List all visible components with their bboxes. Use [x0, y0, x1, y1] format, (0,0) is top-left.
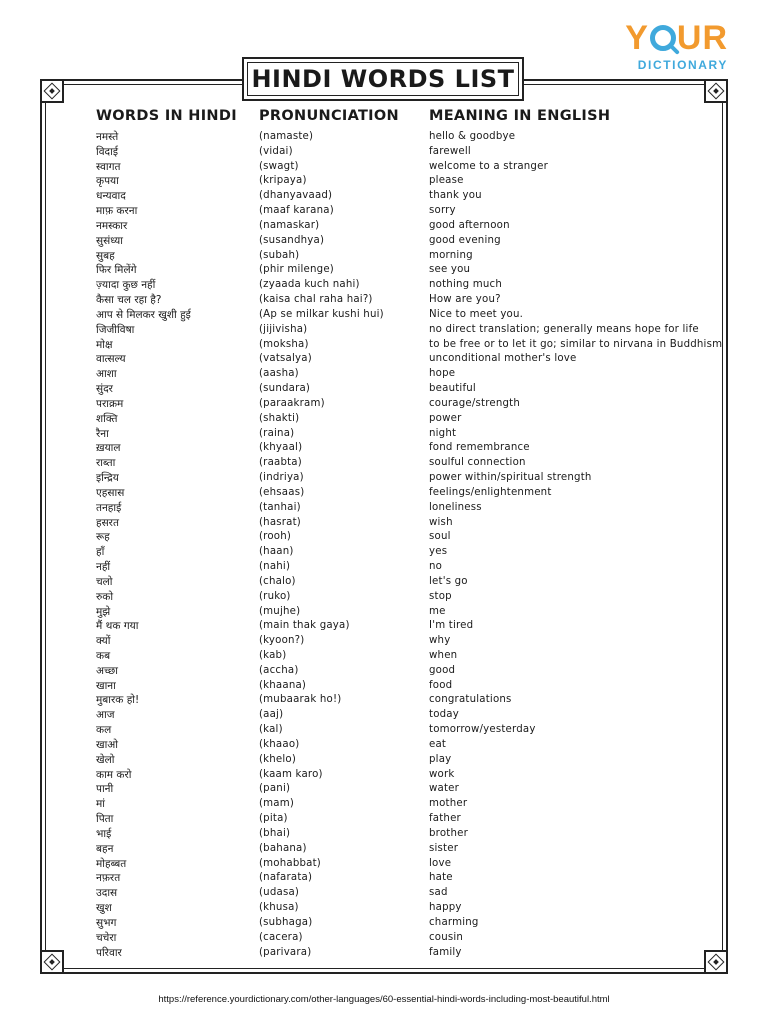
- word-row: [0, 723, 768, 738]
- pronunciation: (kripaya): [259, 175, 307, 187]
- pronunciation: (ruko): [259, 590, 291, 602]
- english-meaning: welcome to a stranger: [429, 160, 548, 172]
- word-row: [0, 753, 768, 768]
- word-row: [0, 219, 768, 234]
- header-meaning: MEANING IN ENGLISH: [429, 108, 611, 124]
- hindi-word: वात्सल्य: [96, 353, 126, 366]
- word-row: [0, 323, 768, 338]
- pronunciation: (khelo): [259, 753, 297, 765]
- word-row: [0, 605, 768, 620]
- hindi-word: पानी: [96, 783, 114, 796]
- english-meaning: mother: [429, 798, 468, 810]
- hindi-word: इन्द्रिय: [96, 472, 119, 485]
- hindi-word: अच्छा: [96, 664, 118, 677]
- word-list: [0, 130, 768, 960]
- hindi-word: ख़याल: [96, 442, 121, 455]
- hindi-word: रुको: [96, 590, 114, 603]
- english-meaning: feelings/enlightenment: [429, 486, 552, 498]
- hindi-word: मोहब्बत: [96, 857, 127, 870]
- pronunciation: (accha): [259, 664, 299, 676]
- hindi-word: रूह: [96, 531, 110, 544]
- pronunciation: (sundara): [259, 383, 311, 395]
- pronunciation: (bahana): [259, 842, 307, 854]
- word-row: [0, 204, 768, 219]
- english-meaning: please: [429, 175, 464, 187]
- english-meaning: hello & goodbye: [429, 131, 516, 142]
- word-row: [0, 249, 768, 264]
- word-row: [0, 441, 768, 456]
- word-row: [0, 842, 768, 857]
- hindi-word: आज: [96, 709, 115, 722]
- word-row: [0, 530, 768, 545]
- english-meaning: see you: [429, 264, 471, 276]
- english-meaning: thank you: [429, 190, 482, 202]
- pronunciation: (kab): [259, 649, 287, 661]
- magnifier-icon: [650, 25, 676, 51]
- pronunciation: (ehsaas): [259, 486, 305, 498]
- pronunciation: (udasa): [259, 887, 300, 899]
- pronunciation: (aaj): [259, 709, 284, 721]
- hindi-word: सुभग: [96, 916, 117, 929]
- word-row: [0, 857, 768, 872]
- hindi-word: आप से मिलकर खुशी हुई: [96, 308, 191, 321]
- english-meaning: today: [429, 709, 459, 721]
- pronunciation: (cacera): [259, 931, 303, 943]
- logo-wordmark: [625, 20, 728, 56]
- pronunciation: (phir milenge): [259, 264, 334, 276]
- hindi-word: सुबह: [96, 249, 115, 262]
- word-row: [0, 679, 768, 694]
- word-row: [0, 412, 768, 427]
- hindi-word: कल: [96, 724, 112, 737]
- word-row: [0, 545, 768, 560]
- hindi-word: मां: [96, 798, 105, 811]
- english-meaning: stop: [429, 590, 452, 602]
- pronunciation: (jijivisha): [259, 323, 308, 335]
- word-row: [0, 234, 768, 249]
- word-row: [0, 738, 768, 753]
- pronunciation: (vidai): [259, 145, 293, 157]
- english-meaning: congratulations: [429, 694, 512, 706]
- word-row: [0, 664, 768, 679]
- hindi-word: राब्ता: [96, 457, 116, 470]
- hindi-word: हाँ: [96, 546, 105, 559]
- word-row: [0, 708, 768, 723]
- english-meaning: unconditional mother's love: [429, 353, 577, 365]
- pronunciation: (khusa): [259, 902, 299, 914]
- pronunciation: (hasrat): [259, 516, 301, 528]
- pronunciation: (main thak gaya): [259, 620, 350, 632]
- corner-ornament-icon: [40, 79, 64, 103]
- hindi-word: कैसा चल रहा है?: [96, 294, 162, 307]
- word-row: [0, 931, 768, 946]
- word-row: [0, 189, 768, 204]
- hindi-word: जिजीविषा: [96, 323, 135, 336]
- english-meaning: charming: [429, 916, 479, 928]
- english-meaning: to be free or to let it go; similar to nirvana in Buddhism: [429, 338, 723, 350]
- pronunciation: (kaisa chal raha hai?): [259, 294, 373, 306]
- word-row: [0, 797, 768, 812]
- word-row: [0, 916, 768, 931]
- hindi-word: मुझे: [96, 605, 111, 618]
- pronunciation: (paraakram): [259, 397, 325, 409]
- pronunciation: (shakti): [259, 412, 300, 424]
- word-row: [0, 263, 768, 278]
- hindi-word: कृपया: [96, 175, 119, 188]
- english-meaning: good afternoon: [429, 219, 510, 231]
- hindi-word: हसरत: [96, 516, 119, 529]
- pronunciation: (tanhai): [259, 501, 301, 513]
- pronunciation: (dhanyavaad): [259, 190, 333, 202]
- yourdictionary-logo: [625, 20, 728, 72]
- word-row: [0, 619, 768, 634]
- hindi-word: सुसंध्या: [96, 234, 123, 247]
- english-meaning: happy: [429, 902, 462, 914]
- word-row: [0, 782, 768, 797]
- pronunciation: (chalo): [259, 575, 296, 587]
- hindi-word: खाओ: [96, 738, 119, 751]
- word-row: [0, 293, 768, 308]
- word-row: [0, 308, 768, 323]
- english-meaning: yes: [429, 546, 448, 558]
- hindi-word: माफ़ करना: [96, 205, 138, 218]
- hindi-word: नमस्ते: [96, 131, 119, 143]
- pronunciation: (aasha): [259, 368, 299, 380]
- english-meaning: loneliness: [429, 501, 482, 513]
- english-meaning: play: [429, 753, 452, 765]
- hindi-word: पिता: [96, 813, 114, 826]
- hindi-word: मुबारक हो!: [96, 694, 140, 707]
- word-row: [0, 575, 768, 590]
- english-meaning: Nice to meet you.: [429, 308, 524, 320]
- hindi-word: नहीं: [96, 561, 111, 574]
- word-row: [0, 901, 768, 916]
- pronunciation: (kaam karo): [259, 768, 323, 780]
- word-row: [0, 634, 768, 649]
- page-title: HINDI WORDS LIST: [251, 65, 515, 93]
- pronunciation: (indriya): [259, 472, 304, 484]
- pronunciation: (Ap se milkar kushi hui): [259, 308, 384, 320]
- english-meaning: soul: [429, 531, 451, 543]
- word-row: [0, 693, 768, 708]
- pronunciation: (raina): [259, 427, 295, 439]
- hindi-word: सुंदर: [96, 383, 113, 396]
- hindi-word: कब: [96, 649, 111, 662]
- pronunciation: (parivara): [259, 946, 312, 958]
- english-meaning: hope: [429, 368, 456, 380]
- english-meaning: no: [429, 561, 443, 573]
- english-meaning: How are you?: [429, 294, 501, 306]
- pronunciation: (subhaga): [259, 916, 313, 928]
- logo-letters-ur: UR: [676, 19, 728, 57]
- hindi-word: खुश: [96, 902, 112, 915]
- english-meaning: me: [429, 605, 446, 617]
- header-pronunciation: PRONUNCIATION: [259, 108, 399, 124]
- pronunciation: (kyoon?): [259, 635, 305, 647]
- english-meaning: tomorrow/yesterday: [429, 724, 536, 736]
- pronunciation: (nahi): [259, 561, 291, 573]
- english-meaning: good: [429, 664, 456, 676]
- hindi-word: विदाई: [96, 145, 119, 158]
- word-row: [0, 278, 768, 293]
- word-row: [0, 827, 768, 842]
- word-row: [0, 590, 768, 605]
- word-row: [0, 338, 768, 353]
- pronunciation: (namaskar): [259, 219, 320, 231]
- word-row: [0, 501, 768, 516]
- hindi-word: तनहाई: [96, 501, 122, 514]
- pronunciation: (khaao): [259, 738, 300, 750]
- hindi-word: उदास: [96, 887, 118, 900]
- pronunciation: (zyaada kuch nahi): [259, 279, 360, 291]
- pronunciation: (pani): [259, 783, 291, 795]
- pronunciation: (nafarata): [259, 872, 313, 884]
- english-meaning: power: [429, 412, 462, 424]
- english-meaning: let's go: [429, 575, 468, 587]
- hindi-word: चचेरा: [96, 931, 117, 944]
- word-row: [0, 471, 768, 486]
- english-meaning: I'm tired: [429, 620, 474, 632]
- pronunciation: (raabta): [259, 457, 302, 469]
- word-row: [0, 382, 768, 397]
- english-meaning: sad: [429, 887, 448, 899]
- english-meaning: good evening: [429, 234, 501, 246]
- hindi-word: नफ़रत: [96, 872, 121, 885]
- hindi-word: शक्ति: [96, 412, 118, 425]
- logo-dictionary-text: DICTIONARY: [637, 58, 728, 72]
- word-row: [0, 130, 768, 145]
- pronunciation: (swagt): [259, 160, 299, 172]
- pronunciation: (khyaal): [259, 442, 303, 454]
- pronunciation: (haan): [259, 546, 294, 558]
- pronunciation: (kal): [259, 724, 283, 736]
- hindi-word: मोक्ष: [96, 338, 113, 351]
- english-meaning: brother: [429, 827, 468, 839]
- pronunciation: (maaf karana): [259, 205, 334, 217]
- hindi-word: भाई: [96, 827, 112, 840]
- pronunciation: (rooh): [259, 531, 292, 543]
- hindi-word: खेलो: [96, 753, 115, 766]
- word-row: [0, 649, 768, 664]
- pronunciation: (bhai): [259, 827, 291, 839]
- pronunciation: (mam): [259, 798, 295, 810]
- pronunciation: (mohabbat): [259, 857, 321, 869]
- english-meaning: wish: [429, 516, 453, 528]
- english-meaning: why: [429, 635, 451, 647]
- header-hindi: WORDS IN HINDI: [96, 108, 237, 124]
- english-meaning: farewell: [429, 145, 471, 157]
- word-row: [0, 812, 768, 827]
- hindi-word: स्वागत: [96, 160, 121, 173]
- english-meaning: morning: [429, 249, 473, 261]
- word-row: [0, 516, 768, 531]
- pronunciation: (namaste): [259, 131, 314, 142]
- hindi-word: नमस्कार: [96, 219, 128, 232]
- pronunciation: (susandhya): [259, 234, 325, 246]
- hindi-word: फिर मिलेंगे: [96, 264, 137, 277]
- english-meaning: soulful connection: [429, 457, 526, 469]
- english-meaning: no direct translation; generally means hope for life: [429, 323, 699, 335]
- pronunciation: (khaana): [259, 679, 307, 691]
- english-meaning: love: [429, 857, 452, 869]
- word-row: [0, 486, 768, 501]
- pronunciation: (mubaarak ho!): [259, 694, 342, 706]
- english-meaning: power within/spiritual strength: [429, 472, 592, 484]
- english-meaning: beautiful: [429, 383, 476, 395]
- hindi-word: खाना: [96, 679, 116, 692]
- pronunciation: (mujhe): [259, 605, 301, 617]
- word-row: [0, 352, 768, 367]
- english-meaning: nothing much: [429, 279, 502, 291]
- hindi-word: पराक्रम: [96, 397, 124, 410]
- pronunciation: (moksha): [259, 338, 309, 350]
- english-meaning: fond remembrance: [429, 442, 530, 454]
- source-url[interactable]: https://reference.yourdictionary.com/other-languages/60-essential-hindi-words-including-most-beautiful.html: [158, 994, 610, 1005]
- hindi-word: रैना: [96, 427, 109, 440]
- hindi-word: क्यों: [96, 635, 111, 648]
- english-meaning: father: [429, 813, 461, 825]
- english-meaning: water: [429, 783, 460, 795]
- corner-ornament-icon: [704, 79, 728, 103]
- hindi-word: एहसास: [96, 486, 125, 499]
- title-box: [242, 57, 524, 101]
- word-row: [0, 871, 768, 886]
- hindi-word: ज़्यादा कुछ नहीं: [96, 279, 156, 292]
- word-row: [0, 560, 768, 575]
- word-row: [0, 174, 768, 189]
- word-row: [0, 946, 768, 961]
- english-meaning: cousin: [429, 931, 464, 943]
- english-meaning: sister: [429, 842, 459, 854]
- word-row: [0, 886, 768, 901]
- logo-letter-y: Y: [625, 19, 649, 57]
- pronunciation: (vatsalya): [259, 353, 312, 365]
- word-row: [0, 397, 768, 412]
- word-row: [0, 145, 768, 160]
- hindi-word: धन्यवाद: [96, 190, 126, 203]
- pronunciation: (subah): [259, 249, 300, 261]
- english-meaning: hate: [429, 872, 453, 884]
- pronunciation: (pita): [259, 813, 288, 825]
- english-meaning: courage/strength: [429, 397, 520, 409]
- hindi-word: आशा: [96, 368, 117, 381]
- hindi-word: चलो: [96, 575, 113, 588]
- word-row: [0, 367, 768, 382]
- word-row: [0, 427, 768, 442]
- word-row: [0, 768, 768, 783]
- english-meaning: when: [429, 649, 458, 661]
- hindi-word: काम करो: [96, 768, 132, 781]
- hindi-word: बहन: [96, 842, 114, 855]
- english-meaning: eat: [429, 738, 447, 750]
- english-meaning: work: [429, 768, 455, 780]
- english-meaning: food: [429, 679, 453, 691]
- hindi-word: मैं थक गया: [96, 620, 139, 633]
- english-meaning: sorry: [429, 205, 456, 217]
- hindi-word: परिवार: [96, 946, 122, 959]
- english-meaning: night: [429, 427, 457, 439]
- english-meaning: family: [429, 946, 462, 958]
- word-row: [0, 160, 768, 175]
- word-row: [0, 456, 768, 471]
